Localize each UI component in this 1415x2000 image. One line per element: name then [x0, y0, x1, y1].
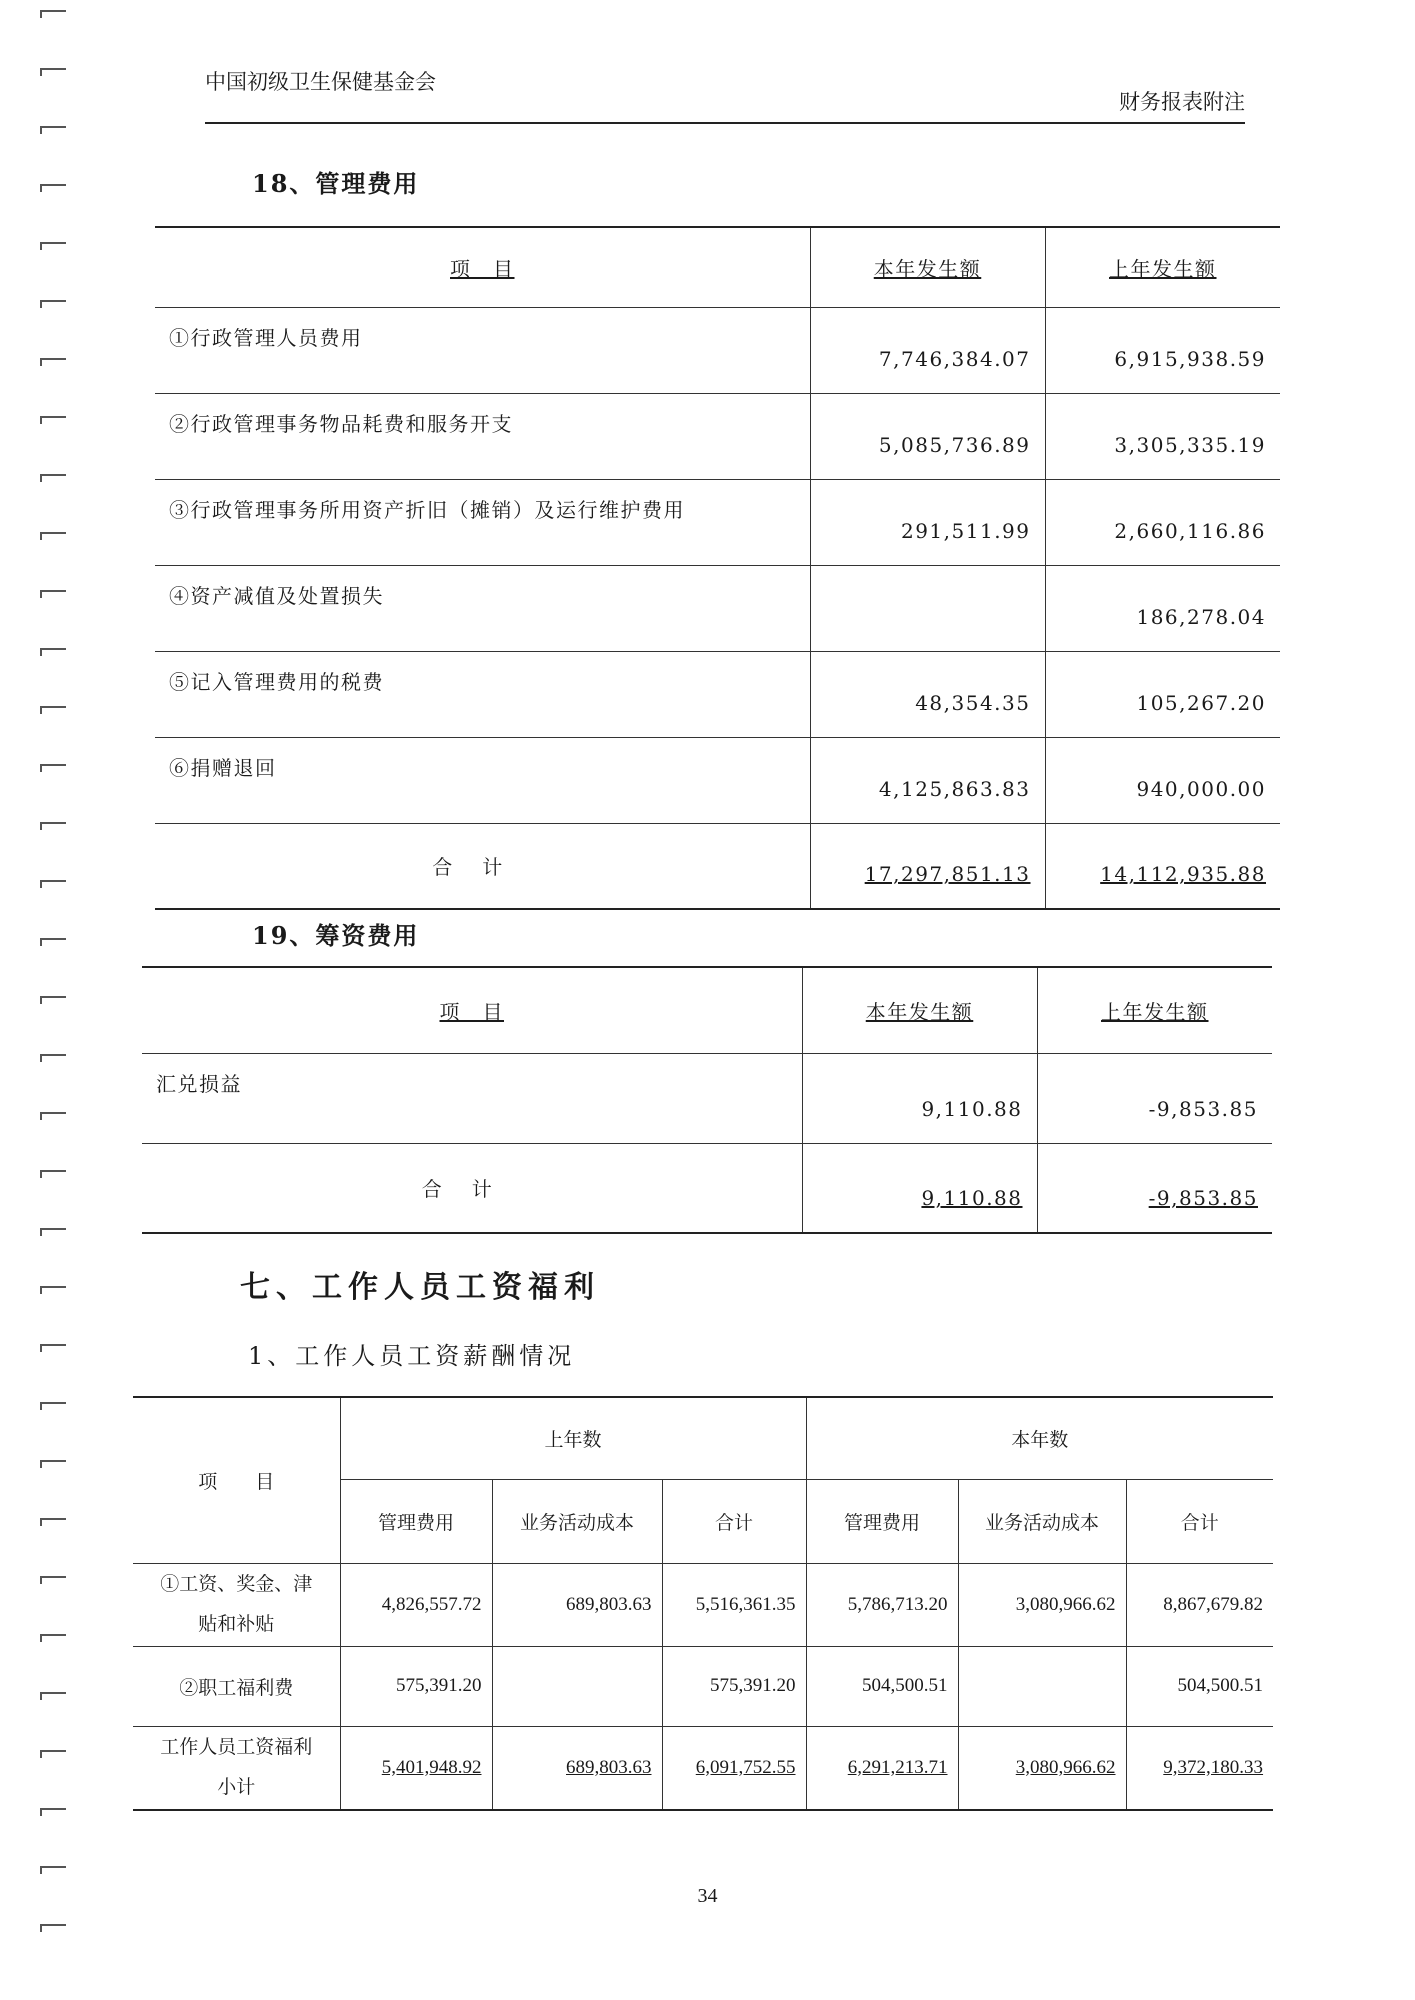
binding-tick [40, 880, 66, 888]
binding-tick [40, 706, 66, 714]
row-value: 3,080,966.62 [958, 1726, 1126, 1810]
row-value: 504,500.51 [806, 1646, 958, 1726]
total-label: 合计 [155, 823, 810, 909]
row-value: 3,080,966.62 [958, 1563, 1126, 1646]
col-header-total: 合计 [662, 1479, 806, 1563]
table-row [155, 737, 1280, 823]
table-row [142, 1053, 1272, 1143]
row-current: 4,125,863.83 [810, 737, 1045, 823]
table-row [133, 1646, 1273, 1726]
row-item: 工作人员工资福利 小计 [133, 1726, 340, 1810]
row-value: 6,091,752.55 [662, 1726, 806, 1810]
col-header-current-year: 本年数 [806, 1397, 1273, 1479]
total-prior: 14,112,935.88 [1045, 823, 1280, 909]
table-header-row [133, 1397, 1273, 1479]
total-row [155, 823, 1280, 909]
row-value: 689,803.63 [492, 1726, 662, 1810]
binding-tick [40, 358, 66, 366]
page-number: 34 [697, 1885, 718, 1907]
table-row [155, 479, 1280, 565]
row-value: 5,516,361.35 [662, 1563, 806, 1646]
binding-tick [40, 938, 66, 946]
table-header-row [155, 227, 1280, 307]
binding-tick [40, 416, 66, 424]
binding-tick [40, 1112, 66, 1120]
binding-tick [40, 474, 66, 482]
row-value [958, 1646, 1126, 1726]
binding-tick [40, 532, 66, 540]
row-value: 575,391.20 [340, 1646, 492, 1726]
binding-tick [40, 1054, 66, 1062]
total-current: 9,110.88 [802, 1143, 1037, 1233]
row-current: 48,354.35 [810, 651, 1045, 737]
row-prior: 2,660,116.86 [1045, 479, 1280, 565]
row-item: ①工资、奖金、津 贴和补贴 [133, 1563, 340, 1646]
binding-tick [40, 822, 66, 830]
total-row [142, 1143, 1272, 1233]
row-prior: -9,853.85 [1037, 1053, 1272, 1143]
table-row [133, 1563, 1273, 1646]
table-row [155, 393, 1280, 479]
row-value: 4,826,557.72 [340, 1563, 492, 1646]
row-current: 291,511.99 [810, 479, 1045, 565]
row-value: 6,291,213.71 [806, 1726, 958, 1810]
salary-subsection-title: 1、工作人员工资薪酬情况 [248, 1342, 576, 1370]
row-item: ③行政管理事务所用资产折旧（摊销）及运行维护费用 [155, 479, 810, 565]
row-value: 5,401,948.92 [340, 1726, 492, 1810]
col-header-total: 合计 [1126, 1479, 1273, 1563]
binding-tick [40, 1866, 66, 1874]
salary-table [133, 1396, 1273, 1811]
col-header-item: 项 目 [133, 1397, 340, 1563]
col-header-admin-expense: 管理费用 [340, 1479, 492, 1563]
row-item: ②行政管理事务物品耗费和服务开支 [155, 393, 810, 479]
row-value: 9,372,180.33 [1126, 1726, 1273, 1810]
row-value: 5,786,713.20 [806, 1563, 958, 1646]
binding-tick [40, 1518, 66, 1526]
binding-tick [40, 1344, 66, 1352]
row-value [492, 1646, 662, 1726]
row-current: 5,085,736.89 [810, 393, 1045, 479]
table-row [155, 565, 1280, 651]
row-prior: 6,915,938.59 [1045, 307, 1280, 393]
row-prior: 186,278.04 [1045, 565, 1280, 651]
binding-tick [40, 300, 66, 308]
col-header-business-cost: 业务活动成本 [958, 1479, 1126, 1563]
row-value: 504,500.51 [1126, 1646, 1273, 1726]
table-row [155, 307, 1280, 393]
binding-tick [40, 1924, 66, 1932]
binding-tick [40, 126, 66, 134]
document-type: 财务报表附注 [1119, 90, 1245, 114]
row-current [810, 565, 1045, 651]
col-header-prior: 上年发生额 [1037, 967, 1272, 1053]
chapter-7-title: 七、工作人员工资福利 [240, 1270, 600, 1305]
row-item: ①行政管理人员费用 [155, 307, 810, 393]
row-value: 689,803.63 [492, 1563, 662, 1646]
section-18-title: 18、管理费用 [252, 169, 420, 198]
row-prior: 940,000.00 [1045, 737, 1280, 823]
binding-tick [40, 1170, 66, 1178]
binding-tick [40, 1750, 66, 1758]
admin-expense-table [155, 226, 1280, 910]
binding-tick [40, 1286, 66, 1294]
binding-tick [40, 590, 66, 598]
total-label: 合计 [142, 1143, 802, 1233]
row-current: 7,746,384.07 [810, 307, 1045, 393]
binding-tick [40, 10, 66, 18]
col-header-prior-year: 上年数 [340, 1397, 806, 1479]
row-prior: 105,267.20 [1045, 651, 1280, 737]
total-prior: -9,853.85 [1037, 1143, 1272, 1233]
total-current: 17,297,851.13 [810, 823, 1045, 909]
binding-tick [40, 1402, 66, 1410]
table-header-row [142, 967, 1272, 1053]
col-header-business-cost: 业务活动成本 [492, 1479, 662, 1563]
col-header-prior: 上年发生额 [1045, 227, 1280, 307]
col-header-current: 本年发生额 [802, 967, 1037, 1053]
subtotal-row [133, 1726, 1273, 1810]
organization-name: 中国初级卫生保健基金会 [205, 70, 436, 94]
row-current: 9,110.88 [802, 1053, 1037, 1143]
row-item: ⑥捐赠退回 [155, 737, 810, 823]
binding-margin [40, 10, 70, 1970]
col-header-item: 项 目 [155, 227, 810, 307]
col-header-item: 项 目 [142, 967, 802, 1053]
row-item: ④资产减值及处置损失 [155, 565, 810, 651]
binding-tick [40, 242, 66, 250]
binding-tick [40, 764, 66, 772]
binding-tick [40, 1576, 66, 1584]
binding-tick [40, 1634, 66, 1642]
binding-tick [40, 648, 66, 656]
col-header-current: 本年发生额 [810, 227, 1045, 307]
binding-tick [40, 1228, 66, 1236]
binding-tick [40, 1808, 66, 1816]
section-19-title: 19、筹资费用 [252, 921, 420, 950]
binding-tick [40, 996, 66, 1004]
binding-tick [40, 184, 66, 192]
row-value: 8,867,679.82 [1126, 1563, 1273, 1646]
financing-expense-table [142, 966, 1272, 1234]
binding-tick [40, 1460, 66, 1468]
page-header [205, 62, 1245, 124]
binding-tick [40, 1692, 66, 1700]
row-prior: 3,305,335.19 [1045, 393, 1280, 479]
table-row [155, 651, 1280, 737]
row-item: ②职工福利费 [133, 1646, 340, 1726]
row-item: ⑤记入管理费用的税费 [155, 651, 810, 737]
row-item: 汇兑损益 [142, 1053, 802, 1143]
col-header-admin-expense: 管理费用 [806, 1479, 958, 1563]
binding-tick [40, 68, 66, 76]
row-value: 575,391.20 [662, 1646, 806, 1726]
